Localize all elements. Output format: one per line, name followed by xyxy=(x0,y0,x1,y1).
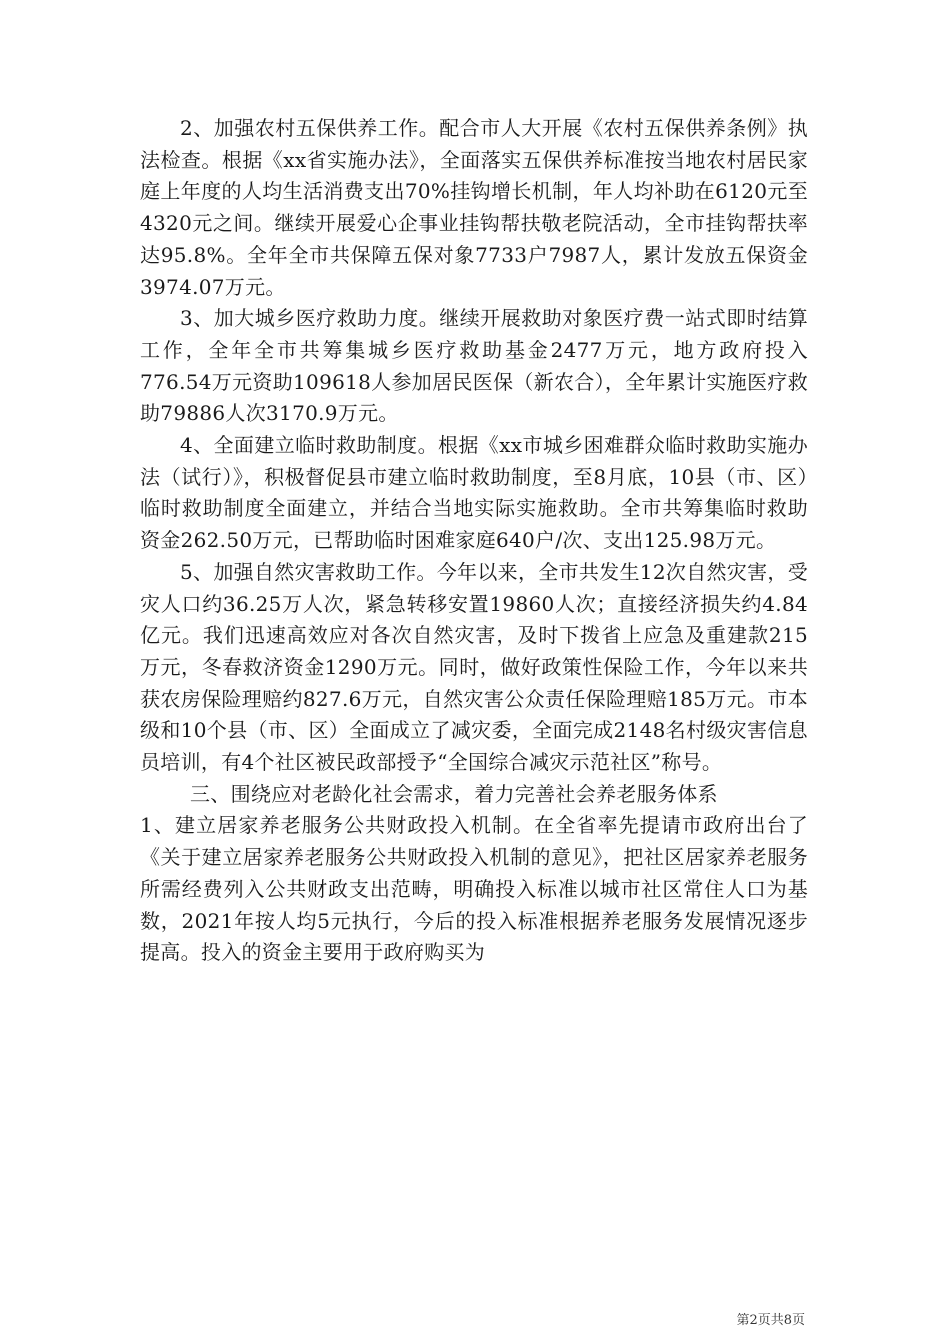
page-number: 第2页共8页 xyxy=(736,1313,805,1328)
paragraph-disaster-relief: 5、加强自然灾害救助工作。今年以来，全市共发生12次自然灾害，受灾人口约36.25万人次，紧急转移安置19860人次；直接经济损失约4.84亿元。我们迅速高效应对各次自然灾害，及时下拨省上应急及重建款215万元，冬春救济资金1290万元。同时，做好政策性保险工作，今年以来共获农房保险理赔约827.6万元，自然灾害公众责任保险理赔185万元。市本级和10个县（市、区）全面成立了减灾委，全面完成2148名村级灾害信息员培训，有4个社区被民政部授予“全国综合减灾示范社区”称号。 xyxy=(140,559,808,775)
paragraph-medical-assistance: 3、加大城乡医疗救助力度。继续开展救助对象医疗费一站式即时结算工作，全年全市共筹集城乡医疗救助基金2477万元，地方政府投入776.54万元资助109618人参加居民医保（新农合），全年累计实施医疗救助79886人次3170.9万元。 xyxy=(140,306,808,426)
paragraph-rural-five-guarantee: 2、加强农村五保供养工作。配合市人大开展《农村五保供养条例》执法检查。根据《xx省实施办法》，全面落实五保供养标准按当地农村居民家庭上年度的人均生活消费支出70%挂钩增长机制，年人均补助在6120元至4320元之间。继续开展爱心企事业挂钩帮扶敬老院活动，全市挂钩帮扶率达95.8%。全年全市共保障五保对象7733户7987人，累计发放五保资金3974.07万元。 xyxy=(140,116,808,299)
paragraph-temporary-assistance: 4、全面建立临时救助制度。根据《xx市城乡困难群众临时救助实施办法（试行）》，积极督促县市建立临时救助制度，至8月底，10县（市、区）临时救助制度全面建立，并结合当地实际实施救助。全市共筹集临时救助资金262.50万元，已帮助临时困难家庭640户/次、支出125.98万元。 xyxy=(140,433,808,553)
section-heading-elderly-care: 三、围绕应对老龄化社会需求，着力完善社会养老服务体系 xyxy=(190,781,718,806)
paragraph-home-care-funding: 1、建立居家养老服务公共财政投入机制。在全省率先提请市政府出台了《关于建立居家养老服务公共财政投入机制的意见》，把社区居家养老服务所需经费列入公共财政支出范畴，明确投入标准以城市社区常住人口为基数，2021年按人均5元执行，今后的投入标准根据养老服务发展情况逐步提高。投入的资金主要用于政府购买为 xyxy=(140,813,808,965)
document-body xyxy=(140,113,808,969)
